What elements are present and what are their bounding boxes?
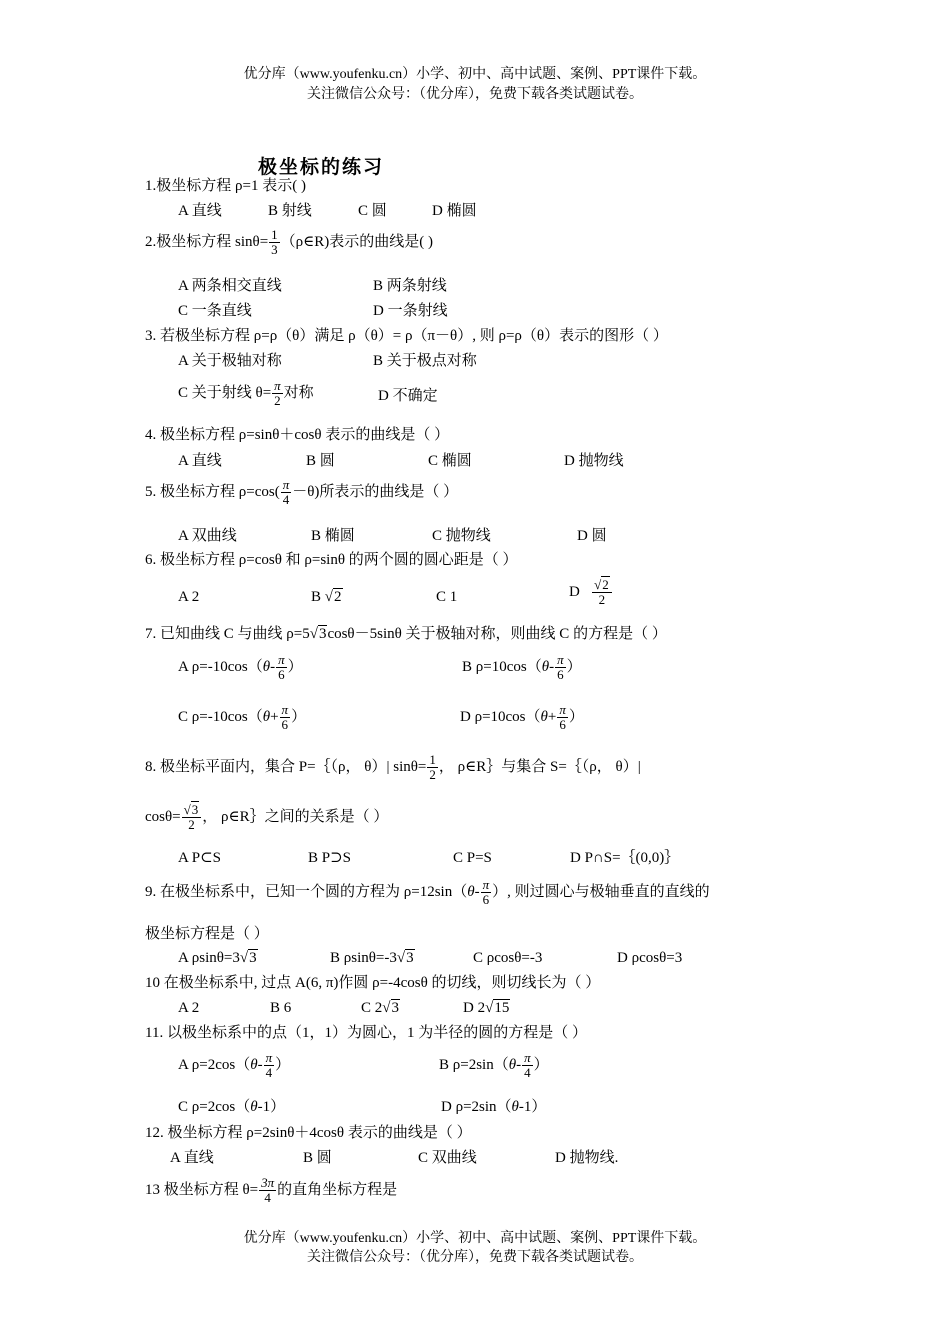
q8-option-a: A P⊂S <box>178 850 222 866</box>
page-title: 极坐标的练习 <box>258 157 385 178</box>
q1-option-b: B 射线 <box>268 203 312 219</box>
q6-d-fraction: $\frac{√2}{2}$ <box>592 578 612 607</box>
q8-stem-line-1: 8. 极坐标平面内，集合 P=｛（ρ， θ）| sinθ= $\frac{1}{2}$ ， ρ∈R｝与集合 S=｛（ρ， θ）| <box>145 752 641 782</box>
q1-option-a: A 直线 <box>178 203 222 219</box>
q3-fraction: $\frac{\pi}{2}$ <box>274 378 281 408</box>
q9-stem-line-1: 9. 在极坐标系中，已知一个圆的方程为 ρ=12sin（θ- $\frac{\pi}{6}$ ）, 则过圆心与极轴垂直的直线的 <box>145 877 710 907</box>
q9-option-d: D ρcosθ=3 <box>617 950 683 966</box>
q10-option-c: C 2√3 <box>361 1000 399 1016</box>
q10-option-b: B 6 <box>270 1000 292 1016</box>
q10-stem: 10 在极坐标系中, 过点 A(6, π)作圆 ρ=-4cosθ 的切线，则切线长为（ ） <box>145 975 601 991</box>
q2-stem-post: （ρ∈R)表示的曲线是( ) <box>280 233 433 250</box>
q5-option-d: D 圆 <box>577 528 607 544</box>
q8-option-b: B P⊃S <box>308 850 352 866</box>
q6-option-c: C 1 <box>436 589 458 605</box>
q4-stem: 4. 极坐标方程 ρ=sinθ＋cosθ 表示的曲线是（ ） <box>145 427 450 443</box>
q11-option-c: C ρ=2cos（θ-1） <box>178 1099 286 1115</box>
q8-option-c: C P=S <box>453 850 492 866</box>
q11-option-d: D ρ=2sin（θ-1） <box>441 1099 547 1115</box>
q1-stem: 1.极坐标方程 ρ=1 表示( ) <box>145 178 306 194</box>
q11-option-a: A ρ=2cos（θ- $\frac{\pi}{4}$ ） <box>178 1050 291 1080</box>
q7-option-a: A ρ=-10cos（θ- $\frac{\pi}{6}$ ） <box>178 652 303 682</box>
q9-option-c: C ρcosθ=-3 <box>473 950 543 966</box>
q9-option-b: B ρsinθ=-3√3 <box>330 950 414 966</box>
q3-option-d: D 不确定 <box>378 388 438 404</box>
footer-line-1: 优分库（www.youfenku.cn）小学、初中、高中试题、案例、PPT课件下载。 <box>243 1231 707 1246</box>
q3-option-c: C 关于射线 θ= $\frac{\pi}{2}$ 对称 <box>178 378 314 408</box>
q5-option-c: C 抛物线 <box>432 528 491 544</box>
q12-option-d: D 抛物线. <box>555 1150 619 1166</box>
q5-option-b: B 椭圆 <box>311 528 355 544</box>
q7-option-d: D ρ=10cos（θ+ $\frac{\pi}{6}$ ） <box>460 702 584 732</box>
q12-option-a: A 直线 <box>170 1150 214 1166</box>
q3-stem: 3. 若极坐标方程 ρ=ρ（θ）满足 ρ（θ）= ρ（π－θ）, 则 ρ=ρ（θ）表示的图形（ ） <box>145 328 668 344</box>
q2-option-a: A 两条相交直线 <box>178 278 282 294</box>
header-line-2: 关注微信公众号：（优分库），免费下载各类试题试卷。 <box>307 87 643 102</box>
q2-option-d: D 一条射线 <box>373 303 448 319</box>
q5-stem: 5. 极坐标方程 ρ=cos( $\frac{\pi}{4}$ －θ)所表示的曲线是（ ） <box>145 477 459 507</box>
q12-option-b: B 圆 <box>303 1150 332 1166</box>
q6-option-d: D $\frac{√2}{2}$ <box>569 578 613 607</box>
q11-stem: 11. 以极坐标系中的点（1，1）为圆心，1 为半径的圆的方程是（ ） <box>145 1025 587 1041</box>
q4-option-a: A 直线 <box>178 453 222 469</box>
q13-stem: 13 极坐标方程 θ= $\frac{3\pi}{4}$ 的直角坐标方程是 <box>145 1175 398 1205</box>
q7-stem: 7. 已知曲线 C 与曲线 ρ=5√3cosθ－5sinθ 关于极轴对称，则曲线 C 的方程是（ ） <box>145 626 667 642</box>
q1-option-c: C 圆 <box>358 203 387 219</box>
q3-option-a: A 关于极轴对称 <box>178 353 282 369</box>
q4-option-b: B 圆 <box>306 453 335 469</box>
q8-stem-line-2: cosθ= $\frac{√3}{2}$ ， ρ∈R｝之间的关系是（ ） <box>145 802 389 832</box>
q2-option-c: C 一条直线 <box>178 303 252 319</box>
q12-option-c: C 双曲线 <box>418 1150 477 1166</box>
q4-option-d: D 抛物线 <box>564 453 624 469</box>
q5-fraction: $\frac{\pi}{4}$ <box>282 477 290 507</box>
footer-line-2: 关注微信公众号：（优分库），免费下载各类试题试卷。 <box>307 1250 643 1265</box>
q10-option-a: A 2 <box>178 1000 200 1016</box>
q2-stem <box>145 228 433 257</box>
q9-option-a: A ρsinθ=3√3 <box>178 950 257 966</box>
q6-option-a: A 2 <box>178 589 200 605</box>
header-line-1: 优分库（www.youfenku.cn）小学、初中、高中试题、案例、PPT课件下载。 <box>243 67 707 82</box>
q8-option-d: D P∩S=｛(0,0)｝ <box>570 850 680 866</box>
q7-option-c: C ρ=-10cos（θ+ $\frac{\pi}{6}$ ） <box>178 702 307 732</box>
q2-option-b: B 两条射线 <box>373 278 447 294</box>
q9-stem-line-2: 极坐标方程是（ ） <box>145 926 269 942</box>
q2-stem-pre: 2.极坐标方程 sinθ= <box>145 233 269 250</box>
q13-fraction: $\frac{3\pi}{4}$ <box>261 1175 275 1205</box>
q7-option-b: B ρ=10cos（θ- $\frac{\pi}{6}$ ） <box>462 652 582 682</box>
q2-fraction: $\frac{1}{3}$ <box>271 227 278 257</box>
q10-option-d: D 2√15 <box>463 1000 510 1016</box>
q3-option-b: B 关于极点对称 <box>373 353 477 369</box>
q12-stem: 12. 极坐标方程 ρ=2sinθ＋4cosθ 表示的曲线是（ ） <box>145 1125 472 1141</box>
q6-option-b: B √2 <box>311 589 342 605</box>
q11-option-b: B ρ=2sin（θ- $\frac{\pi}{4}$ ） <box>439 1050 549 1080</box>
q6-stem: 6. 极坐标方程 ρ=cosθ 和 ρ=sinθ 的两个圆的圆心距是（ ） <box>145 552 518 568</box>
q1-option-d: D 椭圆 <box>432 203 477 219</box>
q4-option-c: C 椭圆 <box>428 453 472 469</box>
q5-option-a: A 双曲线 <box>178 528 237 544</box>
